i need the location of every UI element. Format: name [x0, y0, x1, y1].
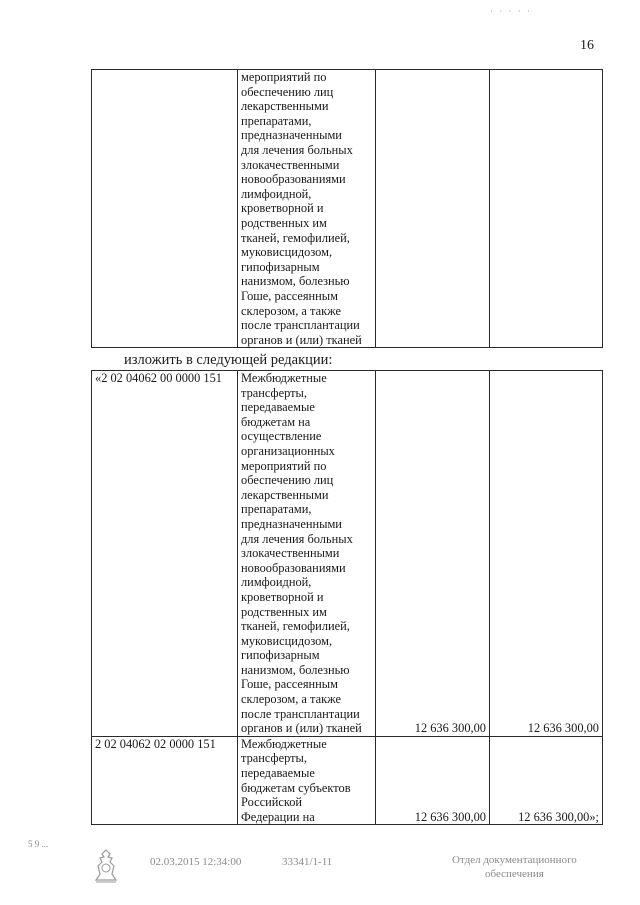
description-line: муковисцидозом,: [241, 245, 333, 260]
code-cell: «2 02 04062 00 0000 151: [92, 371, 238, 737]
timestamp: 02.03.2015 12:34:00: [150, 856, 242, 868]
description-line: нанизмом, болезнью: [241, 274, 350, 289]
description-line: гипофизарным: [241, 259, 320, 274]
description-line: осуществление: [241, 429, 322, 444]
description-line: обеспечению лиц: [241, 84, 334, 99]
description-line: злокачественными: [241, 157, 340, 172]
description-line: препаратами,: [241, 502, 312, 517]
description-line: препаратами,: [241, 113, 312, 128]
description-line: для лечения больных: [241, 142, 353, 157]
value-cell-1: 12 636 300,00: [376, 371, 490, 737]
description-line: Гоше, рассеянным: [241, 677, 338, 692]
description-line: тканей, гемофилией,: [241, 619, 350, 634]
table-row: [92, 371, 603, 737]
description-line: родственных им: [241, 604, 327, 619]
description-line: Федерации на: [241, 809, 315, 824]
description-line: нанизмом, болезнью: [241, 662, 350, 677]
description-line: новообразованиями: [241, 560, 346, 575]
description-line: склерозом, а также: [241, 303, 341, 318]
description-line: для лечения больных: [241, 531, 353, 546]
code-cell: [92, 70, 238, 348]
description-line: Межбюджетные: [241, 736, 327, 751]
table-previous-text: [91, 69, 603, 348]
value-cell-1: [376, 70, 490, 348]
description-line: после трансплантации: [241, 318, 360, 333]
value-cell-2: [490, 70, 603, 348]
description-line: трансферты,: [241, 751, 307, 766]
description-line: предназначенными: [241, 516, 342, 531]
description-line: тканей, гемофилией,: [241, 230, 350, 245]
description-line: после трансплантации: [241, 706, 360, 721]
description-line: мероприятий по: [241, 70, 327, 84]
table-new-text: [91, 370, 603, 825]
description-line: лимфоидной,: [241, 186, 312, 201]
description-line: кроветворной и: [241, 589, 324, 604]
description-line: гипофизарным: [241, 648, 320, 663]
page-number: 16: [580, 38, 594, 53]
description-line: злокачественными: [241, 546, 340, 561]
description-line: бюджетам на: [241, 414, 311, 429]
instruction-text: изложить в следующей редакции:: [124, 352, 333, 368]
description-line: обеспечению лиц: [241, 473, 334, 488]
description-line: лекарственными: [241, 487, 329, 502]
description-line: Гоше, рассеянным: [241, 288, 338, 303]
coat-of-arms-icon: [92, 848, 120, 884]
description-line: бюджетам субъектов: [241, 780, 351, 795]
description-line: лекарственными: [241, 99, 329, 114]
description-line: лимфоидной,: [241, 575, 312, 590]
department-line: Отдел документационного: [452, 854, 577, 866]
scan-stamp: 5 9 ...: [28, 839, 49, 849]
description-cell: [238, 736, 376, 825]
description-line: родственных им: [241, 215, 327, 230]
description-cell: [238, 371, 376, 737]
description-line: Российской: [241, 795, 303, 810]
description-line: органов и (или) тканей: [241, 332, 362, 347]
value-cell-2: 12 636 300,00»;: [490, 736, 603, 825]
description-line: передаваемые: [241, 400, 315, 415]
description-line: организационных: [241, 443, 335, 458]
description-line: органов и (или) тканей: [241, 721, 362, 736]
value-cell-1: 12 636 300,00: [376, 736, 490, 825]
description-line: мероприятий по: [241, 458, 327, 473]
description-line: новообразованиями: [241, 172, 346, 187]
description-line: передаваемые: [241, 766, 315, 781]
document-number: 33341/1-11: [282, 856, 333, 868]
table-row: [92, 736, 603, 825]
value-cell-2: 12 636 300,00: [490, 371, 603, 737]
department-stamp: [452, 853, 577, 881]
description-line: муковисцидозом,: [241, 633, 333, 648]
description-cell: [238, 70, 376, 348]
department-line: обеспечения: [485, 868, 544, 880]
description-line: склерозом, а также: [241, 692, 341, 707]
description-line: кроветворной и: [241, 201, 324, 216]
code-cell: 2 02 04062 02 0000 151: [92, 736, 238, 825]
description-line: трансферты,: [241, 385, 307, 400]
table-row: [92, 70, 603, 348]
scan-artifact: · · · · ·: [490, 6, 532, 16]
description-line: предназначенными: [241, 128, 342, 143]
description-line: Межбюджетные: [241, 371, 327, 385]
